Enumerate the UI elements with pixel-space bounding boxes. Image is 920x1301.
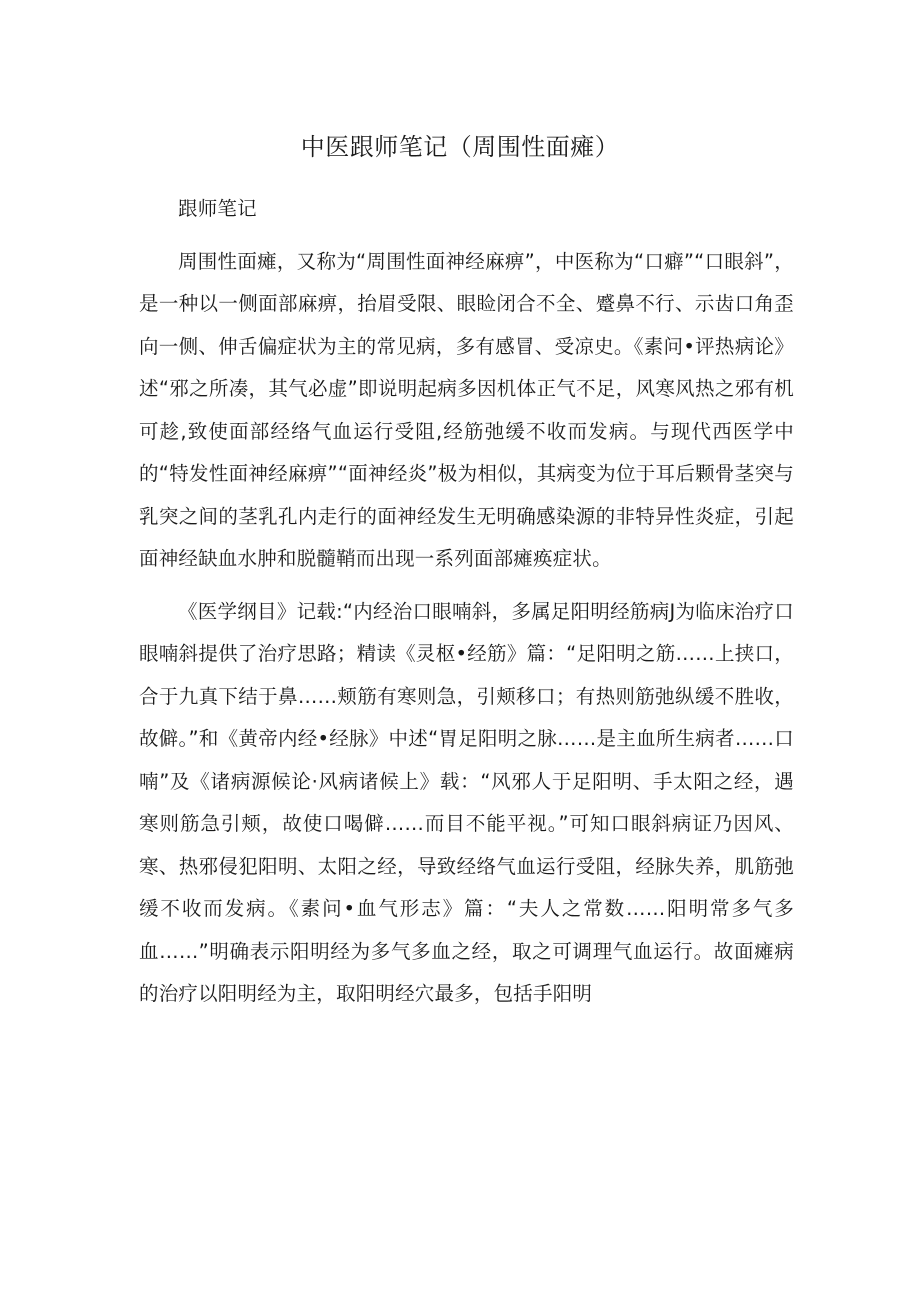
document-body bbox=[139, 188, 794, 1016]
section-label: 跟师笔记 bbox=[178, 197, 257, 220]
document-title: 中医跟师笔记（周围性面瘫） bbox=[300, 133, 620, 161]
paragraph-1: 周围性面瘫，又称为“周围性面神经麻痹”，中医称为“口癖”“口眼斜”，是一种以一侧面部麻痹，抬眉受限、眼睑闭合不全、蹙鼻不行、示齿口角歪向一侧、伸舌偏症状为主的常见病，多有感冒、受凉史。《素问•评热病论》述“邪之所凑，其气必虚”即说明起病多因机体正气不足，风寒风热之邪有机可趁,致使面部经络气血运行受阻,经筋弛缓不收而发病。与现代西医学中的“特发性面神经麻痹”“面神经炎”极为相似，其病变为位于耳后颗骨茎突与乳突之间的茎乳孔内走行的面神经发生无明确感染源的非特异性炎症，引起面神经缺血水肿和脱髓鞘而出现一系列面部瘫痪症状。 bbox=[139, 249, 794, 570]
paragraph-2: 《医学纲目》记载:“内经治口眼喃斜，多属足阳明经筋病J为临床治疗口眼喃斜提供了治疗思路；精读《灵枢•经筋》篇：“足阳明之筋……上挟口，合于九真下结于鼻……颊筋有寒则急，引颊移口；有热则筋弛纵缓不胜收，故僻。”和《黄帝内经•经脉》中述“胃足阳明之脉……是主血所生病者……口喃”及《诸病源候论·风病诸候上》载：“风邪人于足阳明、手太阳之经，遇寒则筋急引颊，故使口喝僻……而目不能平视。”可知口眼斜病证乃因风、寒、热邪侵犯阳明、太阳之经，导致经络气血运行受阻，经脉失养，肌筋弛缓不收而发病。《素问•血气形志》篇：“夫人之常数……阳明常多气多血……”明确表示阳明经为多气多血之经，取之可调理气血运行。故面瘫病的治疗以阳明经为主，取阳明经穴最多，包括手阳明 bbox=[139, 599, 794, 1005]
